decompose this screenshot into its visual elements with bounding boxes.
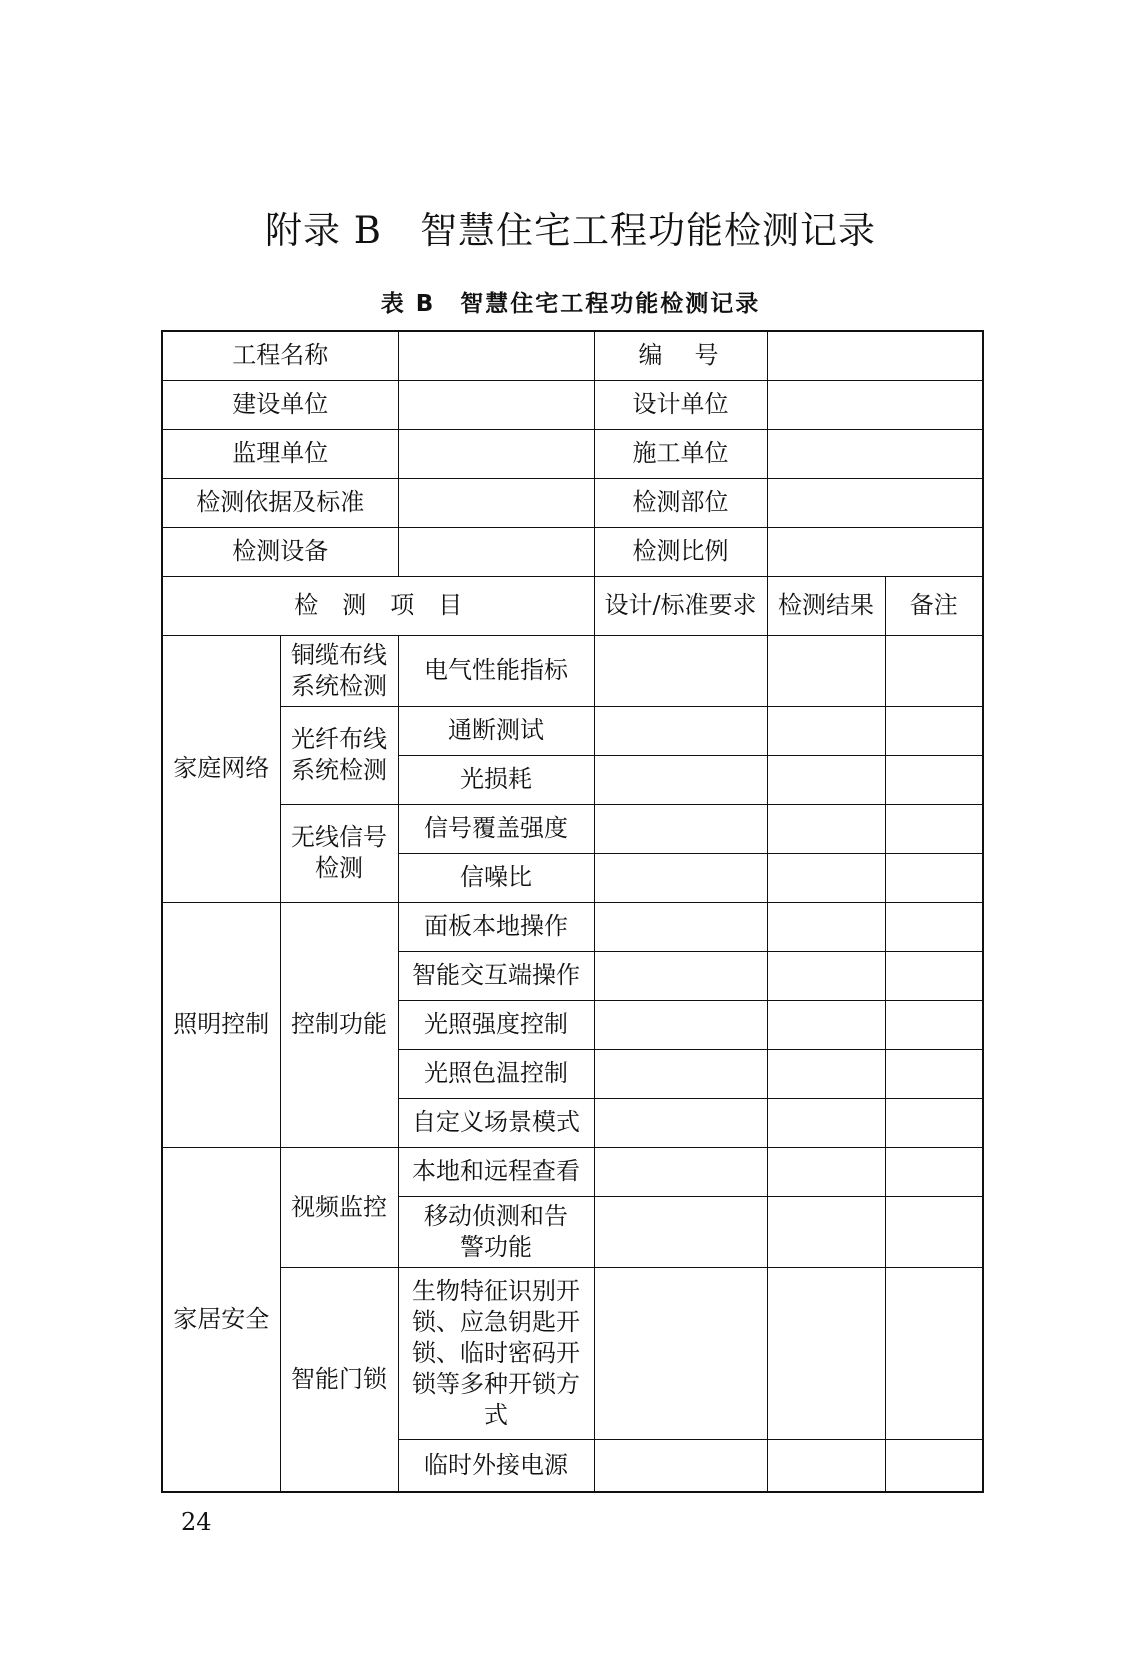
cell-result[interactable] [767, 951, 885, 1000]
category-lighting: 照明控制 [162, 902, 280, 1147]
subcategory-video: 视频监控 [280, 1147, 398, 1267]
subcategory-smart-lock: 智能门锁 [280, 1267, 398, 1492]
cell-result[interactable] [767, 1098, 885, 1147]
item-smart-terminal: 智能交互端操作 [398, 951, 594, 1000]
table-row [162, 429, 983, 478]
item-snr: 信噪比 [398, 853, 594, 902]
cell-requirement[interactable] [594, 1098, 767, 1147]
item-unlock-methods: 生物特征识别开锁、应急钥匙开锁、临时密码开锁等多种开锁方式 [398, 1267, 594, 1439]
table-row [162, 902, 983, 951]
subcategory-fiber: 光纤布线系统检测 [280, 706, 398, 804]
cell-remark[interactable] [885, 1196, 983, 1267]
value-equipment[interactable] [398, 527, 594, 576]
item-color-temp: 光照色温控制 [398, 1049, 594, 1098]
cell-result[interactable] [767, 1267, 885, 1439]
item-panel-local: 面板本地操作 [398, 902, 594, 951]
label-location: 检测部位 [594, 478, 767, 527]
cell-remark[interactable] [885, 853, 983, 902]
category-home-network: 家庭网络 [162, 635, 280, 902]
label-project-name: 工程名称 [162, 331, 398, 380]
table-row [162, 331, 983, 380]
table-row [162, 1147, 983, 1196]
value-number[interactable] [767, 331, 983, 380]
cell-remark[interactable] [885, 951, 983, 1000]
item-custom-scene: 自定义场景模式 [398, 1098, 594, 1147]
cell-requirement[interactable] [594, 902, 767, 951]
cell-result[interactable] [767, 635, 885, 706]
cell-remark[interactable] [885, 1267, 983, 1439]
item-motion: 移动侦测和告警功能 [398, 1196, 594, 1267]
value-construction-unit[interactable] [398, 380, 594, 429]
cell-remark[interactable] [885, 1000, 983, 1049]
label-ratio: 检测比例 [594, 527, 767, 576]
cell-requirement[interactable] [594, 1147, 767, 1196]
label-equipment: 检测设备 [162, 527, 398, 576]
value-basis[interactable] [398, 478, 594, 527]
column-result: 检测结果 [767, 576, 885, 635]
table-row [162, 380, 983, 429]
cell-result[interactable] [767, 1147, 885, 1196]
cell-requirement[interactable] [594, 1267, 767, 1439]
cell-requirement[interactable] [594, 706, 767, 755]
table-row [162, 1267, 983, 1439]
cell-result[interactable] [767, 1000, 885, 1049]
cell-remark[interactable] [885, 902, 983, 951]
table-row [162, 804, 983, 853]
cell-requirement[interactable] [594, 755, 767, 804]
cell-result[interactable] [767, 1196, 885, 1267]
subcategory-wireless: 无线信号检测 [280, 804, 398, 902]
cell-result[interactable] [767, 706, 885, 755]
value-design-unit[interactable] [767, 380, 983, 429]
cell-remark[interactable] [885, 1147, 983, 1196]
cell-requirement[interactable] [594, 804, 767, 853]
cell-requirement[interactable] [594, 1196, 767, 1267]
cell-requirement[interactable] [594, 1049, 767, 1098]
table-row [162, 527, 983, 576]
cell-requirement[interactable] [594, 951, 767, 1000]
label-construction-unit: 建设单位 [162, 380, 398, 429]
label-supervision-unit: 监理单位 [162, 429, 398, 478]
label-number: 编 号 [594, 331, 767, 380]
table-row [162, 706, 983, 755]
item-coverage: 信号覆盖强度 [398, 804, 594, 853]
value-builder-unit[interactable] [767, 429, 983, 478]
cell-result[interactable] [767, 853, 885, 902]
column-remark: 备注 [885, 576, 983, 635]
label-builder-unit: 施工单位 [594, 429, 767, 478]
value-supervision-unit[interactable] [398, 429, 594, 478]
table-row [162, 635, 983, 706]
subcategory-control-function: 控制功能 [280, 902, 398, 1147]
cell-result[interactable] [767, 755, 885, 804]
table-title: 表 B 智慧住宅工程功能检测记录 [380, 291, 761, 317]
cell-requirement[interactable] [594, 853, 767, 902]
cell-requirement[interactable] [594, 1000, 767, 1049]
item-external-power: 临时外接电源 [398, 1439, 594, 1492]
column-header-row [162, 576, 983, 635]
page-number: 24 [181, 1508, 212, 1536]
value-project-name[interactable] [398, 331, 594, 380]
cell-remark[interactable] [885, 1049, 983, 1098]
table-row [162, 478, 983, 527]
cell-result[interactable] [767, 1049, 885, 1098]
cell-result[interactable] [767, 804, 885, 853]
cell-remark[interactable] [885, 1098, 983, 1147]
value-ratio[interactable] [767, 527, 983, 576]
column-item: 检 测 项 目 [162, 576, 594, 635]
item-intensity: 光照强度控制 [398, 1000, 594, 1049]
inspection-record-table [161, 330, 984, 1493]
page-title: 附录 B 智慧住宅工程功能检测记录 [265, 209, 876, 252]
cell-requirement[interactable] [594, 635, 767, 706]
cell-remark[interactable] [885, 706, 983, 755]
item-electrical: 电气性能指标 [398, 635, 594, 706]
label-basis: 检测依据及标准 [162, 478, 398, 527]
cell-remark[interactable] [885, 635, 983, 706]
cell-remark[interactable] [885, 804, 983, 853]
column-requirement: 设计/标准要求 [594, 576, 767, 635]
item-optical-loss: 光损耗 [398, 755, 594, 804]
subcategory-copper: 铜缆布线系统检测 [280, 635, 398, 706]
item-continuity: 通断测试 [398, 706, 594, 755]
item-local-remote: 本地和远程查看 [398, 1147, 594, 1196]
value-location[interactable] [767, 478, 983, 527]
cell-remark[interactable] [885, 755, 983, 804]
cell-result[interactable] [767, 1439, 885, 1492]
cell-requirement[interactable] [594, 1439, 767, 1492]
label-design-unit: 设计单位 [594, 380, 767, 429]
cell-result[interactable] [767, 902, 885, 951]
category-home-security: 家居安全 [162, 1147, 280, 1492]
cell-remark[interactable] [885, 1439, 983, 1492]
